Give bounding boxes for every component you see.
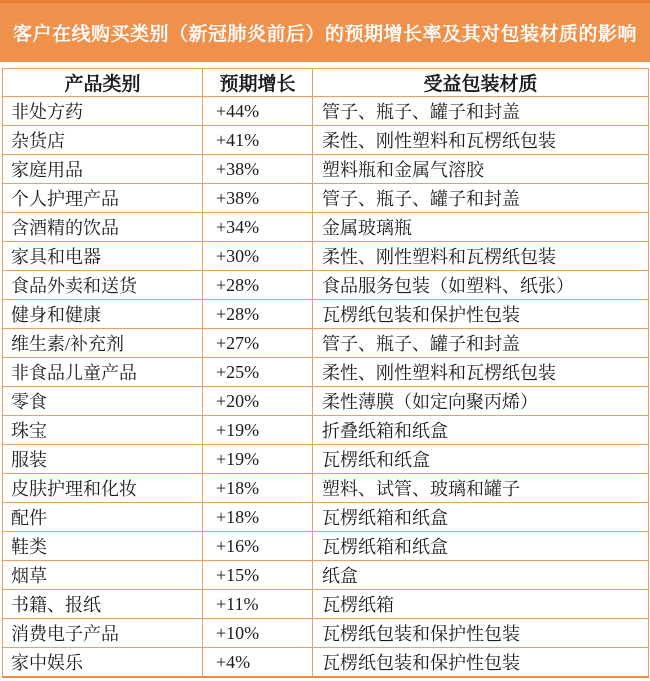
category-cell: 健身和健康 <box>3 300 203 329</box>
growth-cell: +11% <box>203 590 313 619</box>
category-cell: 服装 <box>3 445 203 474</box>
materials-cell: 瓦楞纸和纸盒 <box>313 445 649 474</box>
table-row <box>3 213 649 242</box>
table-row <box>3 561 649 590</box>
growth-cell: +16% <box>203 532 313 561</box>
growth-cell: +4% <box>203 648 313 678</box>
table-row <box>3 155 649 184</box>
growth-cell: +38% <box>203 155 313 184</box>
growth-cell: +34% <box>203 213 313 242</box>
growth-cell: +27% <box>203 329 313 358</box>
growth-cell: +10% <box>203 619 313 648</box>
materials-cell: 瓦楞纸包装和保护性包装 <box>313 619 649 648</box>
category-cell: 家庭用品 <box>3 155 203 184</box>
column-header-1: 产品类别 <box>3 69 203 97</box>
table-row <box>3 126 649 155</box>
table-row <box>3 387 649 416</box>
category-cell: 配件 <box>3 503 203 532</box>
materials-cell: 金属玻璃瓶 <box>313 213 649 242</box>
growth-cell: +19% <box>203 416 313 445</box>
materials-cell: 塑料瓶和金属气溶胶 <box>313 155 649 184</box>
table-row <box>3 648 649 678</box>
growth-cell: +15% <box>203 561 313 590</box>
materials-cell: 纸盒 <box>313 561 649 590</box>
category-cell: 书籍、报纸 <box>3 590 203 619</box>
materials-cell: 管子、瓶子、罐子和封盖 <box>313 329 649 358</box>
table-row <box>3 445 649 474</box>
column-header-2: 预期增长 <box>203 69 313 97</box>
table-row <box>3 416 649 445</box>
category-cell: 非食品儿童产品 <box>3 358 203 387</box>
category-cell: 非处方药 <box>3 97 203 126</box>
materials-cell: 柔性、刚性塑料和瓦楞纸包装 <box>313 242 649 271</box>
growth-cell: +41% <box>203 126 313 155</box>
table-row <box>3 619 649 648</box>
column-header-3: 受益包装材质 <box>313 69 649 97</box>
table-row <box>3 532 649 561</box>
table-row <box>3 184 649 213</box>
category-cell: 家具和电器 <box>3 242 203 271</box>
growth-cell: +30% <box>203 242 313 271</box>
materials-cell: 瓦楞纸箱和纸盒 <box>313 532 649 561</box>
growth-cell: +44% <box>203 97 313 126</box>
materials-cell: 瓦楞纸包装和保护性包装 <box>313 300 649 329</box>
growth-packaging-table <box>2 68 649 678</box>
table-row <box>3 271 649 300</box>
page-title: 客户在线购买类别（新冠肺炎前后）的预期增长率及其对包装材质的影响 <box>12 24 637 45</box>
table-row <box>3 300 649 329</box>
table-row <box>3 242 649 271</box>
materials-cell: 塑料、试管、玻璃和罐子 <box>313 474 649 503</box>
table-row <box>3 329 649 358</box>
category-cell: 消费电子产品 <box>3 619 203 648</box>
category-cell: 家中娱乐 <box>3 648 203 678</box>
category-cell: 个人护理产品 <box>3 184 203 213</box>
category-cell: 烟草 <box>3 561 203 590</box>
materials-cell: 瓦楞纸箱和纸盒 <box>313 503 649 532</box>
category-cell: 食品外卖和送货 <box>3 271 203 300</box>
category-cell: 杂货店 <box>3 126 203 155</box>
table-row <box>3 590 649 619</box>
table-row <box>3 97 649 126</box>
materials-cell: 柔性、刚性塑料和瓦楞纸包装 <box>313 358 649 387</box>
growth-cell: +28% <box>203 271 313 300</box>
growth-cell: +18% <box>203 503 313 532</box>
category-cell: 维生素/补充剂 <box>3 329 203 358</box>
table-row <box>3 474 649 503</box>
growth-cell: +25% <box>203 358 313 387</box>
materials-cell: 食品服务包装（如塑料、纸张） <box>313 271 649 300</box>
category-cell: 含酒精的饮品 <box>3 213 203 242</box>
materials-cell: 管子、瓶子、罐子和封盖 <box>313 97 649 126</box>
category-cell: 鞋类 <box>3 532 203 561</box>
title-banner <box>0 0 650 62</box>
table-row <box>3 503 649 532</box>
growth-cell: +38% <box>203 184 313 213</box>
materials-cell: 瓦楞纸箱 <box>313 590 649 619</box>
materials-cell: 柔性薄膜（如定向聚丙烯） <box>313 387 649 416</box>
materials-cell: 折叠纸箱和纸盒 <box>313 416 649 445</box>
materials-cell: 瓦楞纸包装和保护性包装 <box>313 648 649 678</box>
growth-cell: +18% <box>203 474 313 503</box>
category-cell: 零食 <box>3 387 203 416</box>
growth-cell: +28% <box>203 300 313 329</box>
materials-cell: 柔性、刚性塑料和瓦楞纸包装 <box>313 126 649 155</box>
category-cell: 珠宝 <box>3 416 203 445</box>
category-cell: 皮肤护理和化妆 <box>3 474 203 503</box>
materials-cell: 管子、瓶子、罐子和封盖 <box>313 184 649 213</box>
growth-cell: +19% <box>203 445 313 474</box>
table-row <box>3 358 649 387</box>
table-header-row <box>3 69 649 97</box>
growth-cell: +20% <box>203 387 313 416</box>
